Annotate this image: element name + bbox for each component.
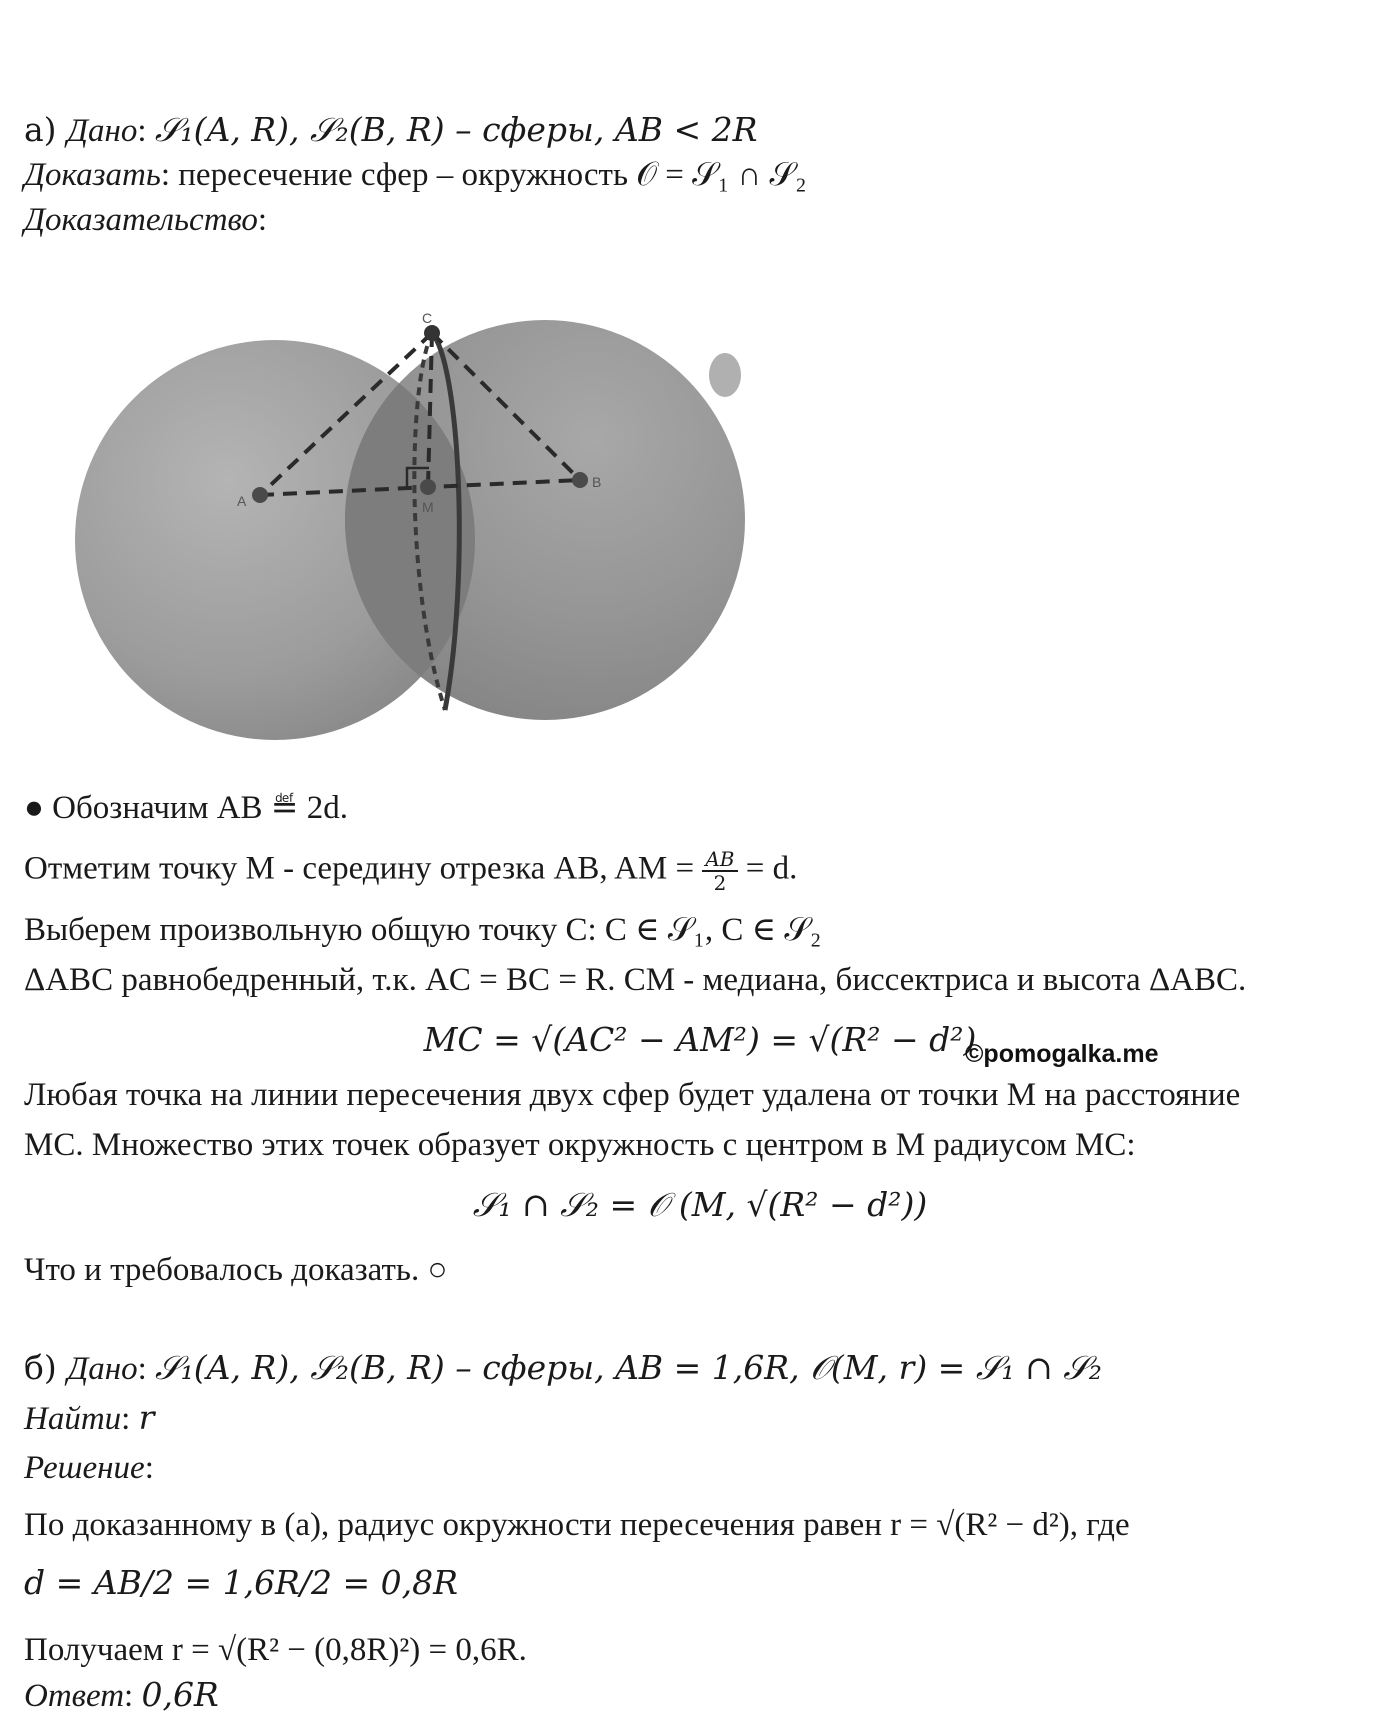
fraction-numerator: AB [702,848,737,872]
label-b: B [592,474,602,490]
part-b-find-label: Найти [24,1401,122,1437]
part-a-proof-line: Доказательство: [24,202,268,238]
point-a [252,487,268,503]
part-b-line-3: Получаем r = √(R² − (0,8R)²) = 0,6R. [24,1632,527,1668]
fraction-denominator: 2 [713,871,727,895]
proof-line-6: MC. Множество этих точек образует окружность с центром в M радиусом MC: [24,1127,1136,1163]
proof-line-2 [24,848,797,894]
fraction-ab-over-2 [702,848,737,894]
proof-line-4: ΔABC равнобедренный, т.к. AC = BC = R. CM - медиана, биссектриса и высота ΔABC. [24,962,1247,998]
watermark: ©pomogalka.me [965,1040,1159,1068]
part-a-proof-label: Доказательство [24,202,258,238]
part-a-prove-label: Доказать [24,157,161,193]
part-b-find-text: r [138,1398,155,1437]
part-a-prove-line: Доказать: пересечение сфер – окружность 𝒪 = 𝒮₁ ∩ 𝒮₂ [24,157,807,193]
part-b-line-1: По доказанному в (а), радиус окружности пересечения равен r = √(R² − d²), где [24,1507,1130,1543]
proof-line-2-pre: Отметим точку M - середину отрезка AB, AM = [24,850,695,887]
label-a: A [237,493,247,509]
highlight [709,353,741,397]
proof-line-7: Что и требовалось доказать. ○ [24,1252,448,1288]
part-a-given-text: 𝒮₁(A, R), 𝒮₂(B, R) – сферы, AB < 2R [154,110,758,149]
proof-line-2-post: = d. [745,850,798,887]
proof-line-3: Выберем произвольную общую точку C: C ∈ 𝒮₁, C ∈ 𝒮₂ [24,912,822,948]
spheres-figure [40,310,820,770]
proof-line-1: ● Обозначим AB ≝ 2d. [24,790,348,826]
point-c [424,325,440,341]
part-b-find-line: Найти: r [24,1398,155,1437]
part-b-solution-label: Решение [24,1450,145,1486]
point-b [572,472,588,488]
part-a-given-label: Дано [67,113,138,149]
equation-intersection: 𝒮₁ ∩ 𝒮₂ = 𝒪 (M, √(R² − d²)) [472,1185,928,1224]
point-m [420,479,436,495]
part-b-given-text: 𝒮₁(A, R), 𝒮₂(B, R) – сферы, AB = 1,6R, 𝒪(M, r) = 𝒮₁ ∩ 𝒮₂ [155,1348,1102,1387]
part-b-answer-line: Ответ: 0,6R [24,1675,219,1714]
part-b-given-label: Дано [67,1351,138,1387]
part-a-given-line: а) Дано: 𝒮₁(A, R), 𝒮₂(B, R) – сферы, AB < 2R [24,110,758,149]
label-c: C [422,310,433,326]
label-m: M [422,499,434,515]
equation-mc: MC = √(AC² − AM²) = √(R² − d²) [423,1020,977,1059]
part-b-given-line: б) Дано: 𝒮₁(A, R), 𝒮₂(B, R) – сферы, AB = 1,6R, 𝒪(M, r) = 𝒮₁ ∩ 𝒮₂ [24,1348,1102,1387]
part-b-solution-line: Решение: [24,1450,154,1486]
proof-line-5: Любая точка на линии пересечения двух сфер будет удалена от точки M на расстояние [24,1077,1241,1113]
part-b-answer-text: 0,6R [141,1675,219,1714]
part-a-prove-text: пересечение сфер – окружность 𝒪 = 𝒮₁ ∩ 𝒮₂ [178,157,807,193]
part-b-line-2: d = AB/2 = 1,6R/2 = 0,8R [24,1563,458,1602]
part-b-answer-label: Ответ [24,1678,125,1714]
